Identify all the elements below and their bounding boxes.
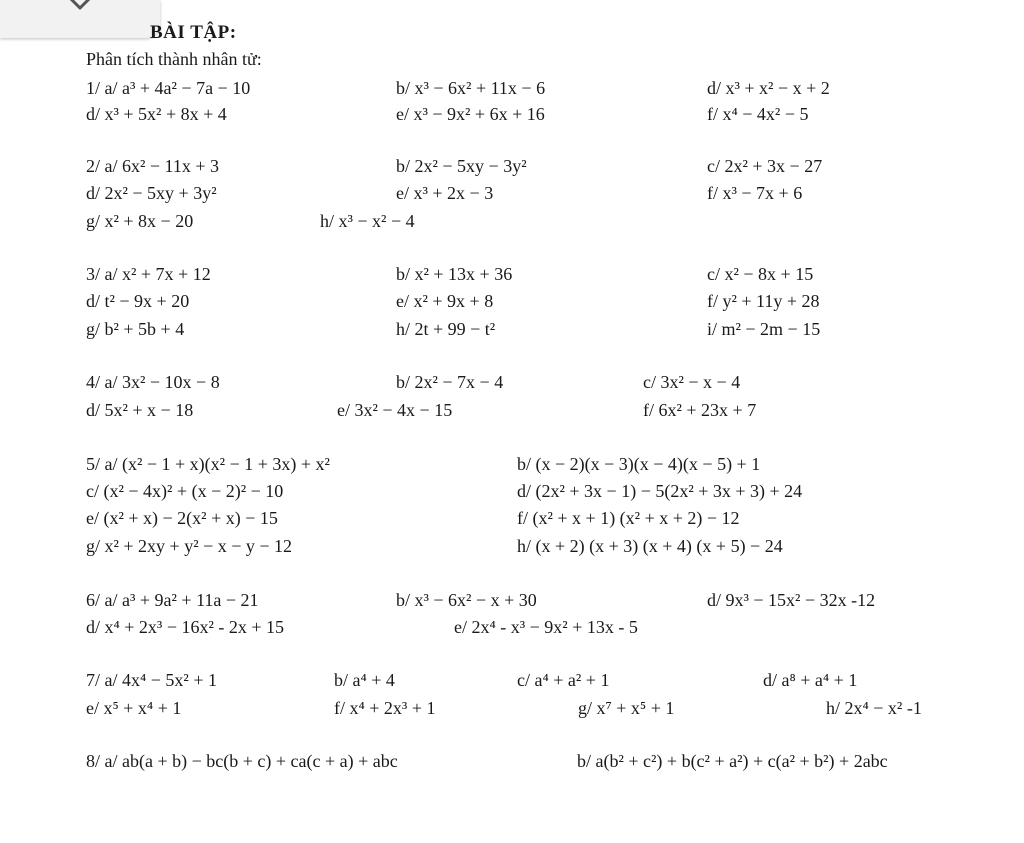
problem-item: h/ (x + 2) (x + 3) (x + 4) (x + 5) − 24 <box>517 536 783 556</box>
problem-item: h/ 2t + 99 − t² <box>396 319 496 339</box>
problem-item: c/ 2x² + 3x − 27 <box>707 156 823 176</box>
problem-item: 2/ a/ 6x² − 11x + 3 <box>86 156 220 176</box>
problem-item: 8/ a/ ab(a + b) − bc(b + c) + ca(c + a) + abc <box>86 751 398 771</box>
problem-row <box>0 75 1024 101</box>
problem-item: f/ 6x² + 23x + 7 <box>643 400 757 420</box>
problem-item: d/ 5x² + x − 18 <box>86 400 194 420</box>
problem-row <box>0 180 1024 206</box>
problem-row <box>0 153 1024 179</box>
problem-item: d/ x⁴ + 2x³ − 16x² - 2x + 15 <box>86 617 285 637</box>
problem-item: e/ 2x⁴ - x³ − 9x² + 13x - 5 <box>454 617 638 637</box>
problem-item: f/ x⁴ − 4x² − 5 <box>707 104 809 124</box>
problem-row <box>0 261 1024 287</box>
problem-row <box>0 397 1024 423</box>
problem-item: b/ x³ − 6x² + 11x − 6 <box>396 78 546 98</box>
problem-item: d/ 2x² − 5xy + 3y² <box>86 183 217 203</box>
problem-item: 5/ a/ (x² − 1 + x)(x² − 1 + 3x) + x² <box>86 454 330 474</box>
problem-row <box>0 505 1024 531</box>
problem-item: g/ b² + 5b + 4 <box>86 319 185 339</box>
problem-item: d/ a⁸ + a⁴ + 1 <box>763 670 858 690</box>
exercise-instruction: Phân tích thành nhân tử: <box>86 49 262 69</box>
problem-item: f/ y² + 11y + 28 <box>707 291 820 311</box>
problem-item: f/ (x² + x + 1) (x² + x + 2) − 12 <box>517 508 740 528</box>
problem-item: d/ 9x³ − 15x² − 32x -12 <box>707 590 876 610</box>
problem-item: g/ x² + 8x − 20 <box>86 211 194 231</box>
problem-item: f/ x⁴ + 2x³ + 1 <box>334 698 436 718</box>
problem-item: e/ x² + 9x + 8 <box>396 291 494 311</box>
problem-row <box>0 369 1024 395</box>
problem-row <box>0 748 1024 774</box>
problem-item: b/ a(b² + c²) + b(c² + a²) + c(a² + b²) + 2abc <box>577 751 888 771</box>
problem-item: d/ x³ + 5x² + 8x + 4 <box>86 104 227 124</box>
problem-item: e/ x⁵ + x⁴ + 1 <box>86 698 182 718</box>
problem-row <box>0 587 1024 613</box>
problem-item: d/ x³ + x² − x + 2 <box>707 78 830 98</box>
problem-item: e/ x³ − 9x² + 6x + 16 <box>396 104 545 124</box>
problem-item: 6/ a/ a³ + 9a² + 11a − 21 <box>86 590 259 610</box>
problem-row <box>0 614 1024 640</box>
problem-item: 1/ a/ a³ + 4a² − 7a − 10 <box>86 78 251 98</box>
problem-item: b/ x³ − 6x² − x + 30 <box>396 590 537 610</box>
problem-item: h/ x³ − x² − 4 <box>320 211 415 231</box>
problem-item: h/ 2x⁴ − x² -1 <box>826 698 922 718</box>
problem-item: b/ 2x² − 7x − 4 <box>396 372 504 392</box>
problem-item: d/ t² − 9x + 20 <box>86 291 190 311</box>
problem-item: c/ (x² − 4x)² + (x − 2)² − 10 <box>86 481 284 501</box>
problem-item: 3/ a/ x² + 7x + 12 <box>86 264 211 284</box>
problem-item: e/ x³ + 2x − 3 <box>396 183 494 203</box>
problem-item: b/ x² + 13x + 36 <box>396 264 513 284</box>
problem-row <box>0 451 1024 477</box>
problem-item: g/ x⁷ + x⁵ + 1 <box>578 698 675 718</box>
problem-row <box>0 533 1024 559</box>
problem-row <box>0 208 1024 234</box>
problem-row <box>0 288 1024 314</box>
problem-row <box>0 667 1024 693</box>
problem-item: i/ m² − 2m − 15 <box>707 319 821 339</box>
problem-item: 4/ a/ 3x² − 10x − 8 <box>86 372 220 392</box>
problem-item: g/ x² + 2xy + y² − x − y − 12 <box>86 536 293 556</box>
problem-row <box>0 478 1024 504</box>
problem-item: b/ (x − 2)(x − 3)(x − 4)(x − 5) + 1 <box>517 454 761 474</box>
problem-item: f/ x³ − 7x + 6 <box>707 183 803 203</box>
problem-item: 7/ a/ 4x⁴ − 5x² + 1 <box>86 670 217 690</box>
exercise-heading: BÀI TẬP: <box>150 22 237 43</box>
problem-item: b/ a⁴ + 4 <box>334 670 395 690</box>
problem-item: e/ 3x² − 4x − 15 <box>337 400 453 420</box>
problem-item: c/ a⁴ + a² + 1 <box>517 670 610 690</box>
problem-row <box>0 101 1024 127</box>
problem-item: e/ (x² + x) − 2(x² + x) − 15 <box>86 508 278 528</box>
problem-row <box>0 695 1024 721</box>
problem-item: b/ 2x² − 5xy − 3y² <box>396 156 527 176</box>
problem-item: d/ (2x² + 3x − 1) − 5(2x² + 3x + 3) + 24 <box>517 481 803 501</box>
problem-item: c/ 3x² − x − 4 <box>643 372 741 392</box>
problem-item: c/ x² − 8x + 15 <box>707 264 814 284</box>
problem-row <box>0 316 1024 342</box>
